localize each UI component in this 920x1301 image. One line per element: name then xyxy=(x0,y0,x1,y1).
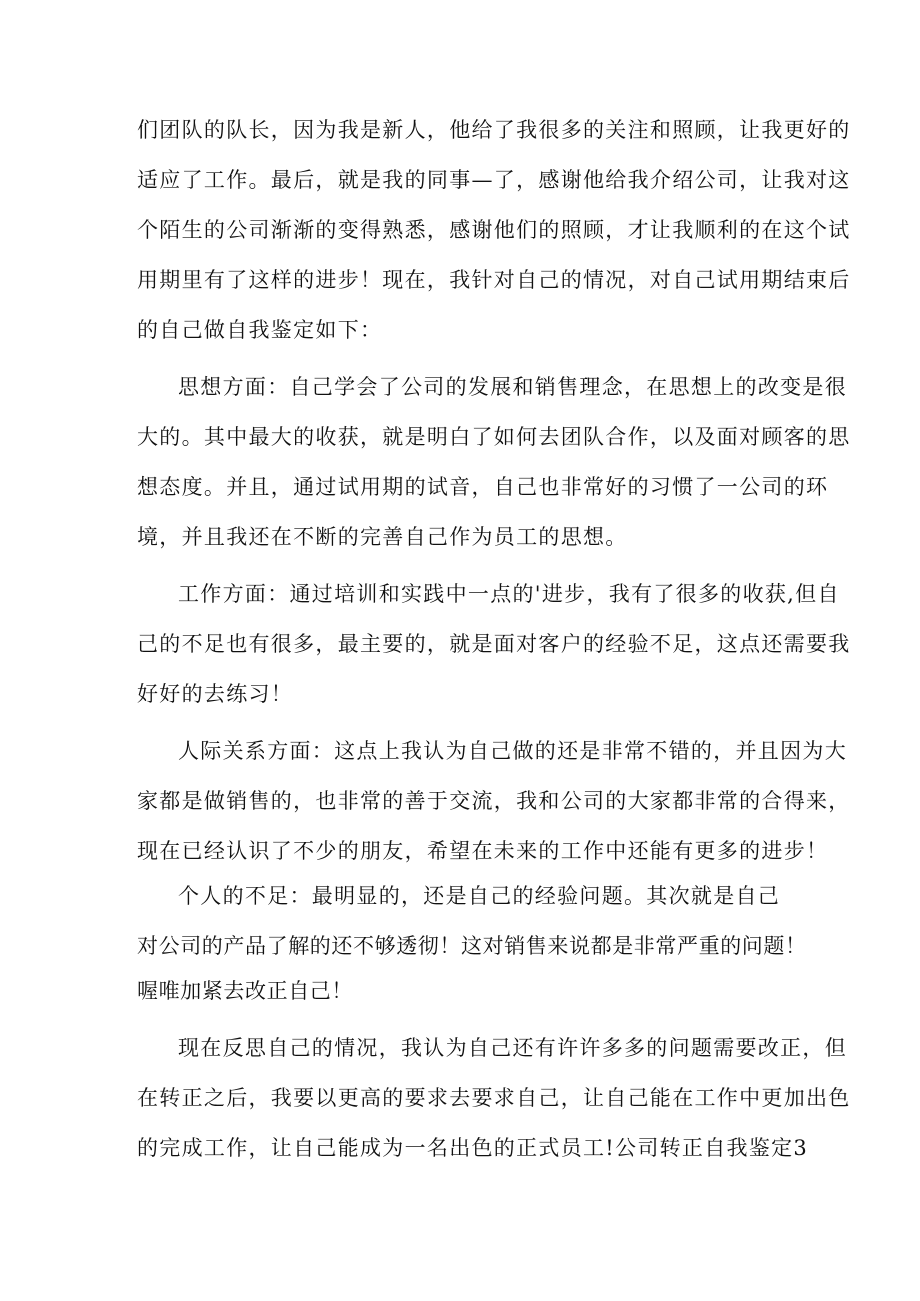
text-line: 用期里有了这样的进步！现在，我针对自己的情况，对自己试用期结束后 xyxy=(137,268,851,292)
text-line: 在转正之后，我要以更高的要求去要求自己，让自己能在工作中更加出色 xyxy=(137,1086,851,1110)
paragraph-first-line: 工作方面：通过培训和实践中一点的'进步，我有了很多的收获,但自 xyxy=(178,582,840,606)
text-line: 家都是做销售的，也非常的善于交流，我和公司的大家都非常的合得来， xyxy=(137,789,851,813)
paragraph-first-line: 现在反思自己的情况，我认为自己还有许许多多的问题需要改正，但 xyxy=(178,1036,847,1060)
text-line: 们团队的队长，因为我是新人，他给了我很多的关注和照顾，让我更好的 xyxy=(137,118,851,142)
paragraph-first-line: 个人的不足：最明显的，还是自己的经验问题。其次就是自己 xyxy=(178,884,781,908)
text-line: 想态度。并且，通过试用期的试音，自己也非常好的习惯了一公司的环 xyxy=(137,475,829,499)
text-line: 适应了工作。最后，就是我的同事—了，感谢他给我介绍公司，让我对这 xyxy=(137,168,851,192)
text-line: 的完成工作，让自己能成为一名出色的正式员工!公司转正自我鉴定3 xyxy=(137,1136,809,1160)
text-line: 对公司的产品了解的还不够透彻！这对销售来说都是非常严重的问题！ xyxy=(137,934,807,958)
text-line: 己的不足也有很多，最主要的，就是面对客户的经验不足，这点还需要我 xyxy=(137,632,851,656)
text-line: 现在已经认识了不少的朋友，希望在未来的工作中还能有更多的进步！ xyxy=(137,839,829,863)
text-line: 大的。其中最大的收获，就是明白了如何去团队合作，以及面对顾客的思 xyxy=(137,425,851,449)
text-line: 的自己做自我鉴定如下： xyxy=(137,318,383,342)
text-line: 喔唯加紧去改正自己！ xyxy=(137,979,353,1003)
text-line: 好好的去练习！ xyxy=(137,682,294,706)
paragraph-first-line: 思想方面：自己学会了公司的发展和销售理念，在思想上的改变是很 xyxy=(178,375,847,399)
text-line: 境，并且我还在不断的完善自己作为员工的思想。 xyxy=(137,525,628,549)
text-line: 个陌生的公司渐渐的变得熟悉，感谢他们的照顾，才让我顺利的在这个试 xyxy=(137,218,851,242)
paragraph-first-line: 人际关系方面：这点上我认为自己做的还是非常不错的，并且因为大 xyxy=(178,739,847,763)
